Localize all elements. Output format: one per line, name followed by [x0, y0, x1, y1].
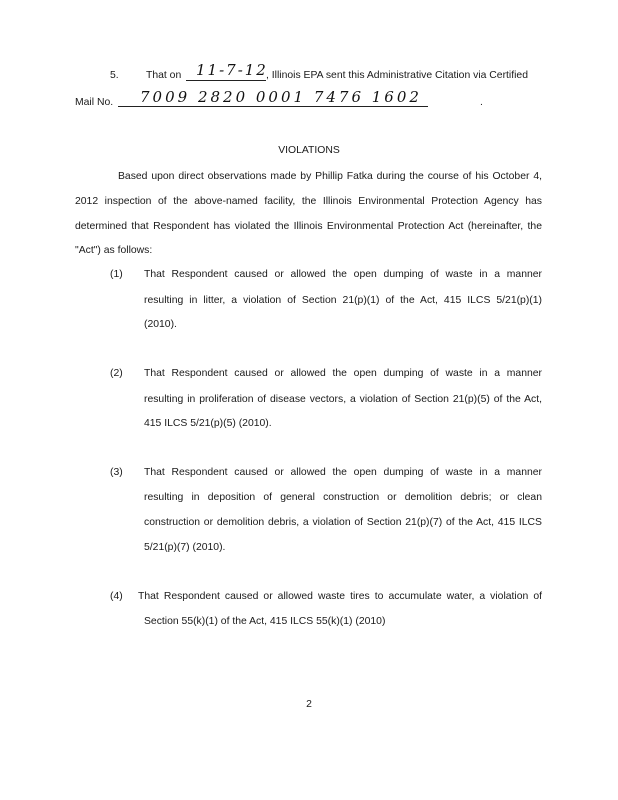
violation-2-line-2: resulting in proliferation of disease vectors, a violation of Section 21(p)(5) of the Act, [144, 394, 542, 405]
intro-line-4: "Act") as follows: [75, 245, 153, 256]
violation-3-line-1: That Respondent caused or allowed the open dumping of waste in a manner [144, 467, 542, 478]
mail-no-period: . [480, 97, 483, 108]
para5-handwritten-date: 11-7-12 [196, 61, 268, 79]
intro-line-1: Based upon direct observations made by Phillip Fatka during the course of his October 4, [118, 171, 542, 182]
violation-2-number: (2) [110, 368, 123, 379]
violation-2-line-1: That Respondent caused or allowed the open dumping of waste in a manner [144, 368, 542, 379]
violation-3-line-2: resulting in deposition of general construction or demolition debris; or clean [144, 492, 542, 503]
date-underline [186, 80, 266, 81]
violation-4-number: (4) [110, 591, 123, 602]
mail-no-handwritten: 7009 2820 0001 7476 1602 [140, 88, 422, 106]
para5-text-after-date: , Illinois EPA sent this Administrative Citation via Certified [266, 70, 528, 81]
violation-1-number: (1) [110, 269, 123, 280]
violation-1-line-1: That Respondent caused or allowed the open dumping of waste in a manner [144, 269, 542, 280]
violation-4-line-2: Section 55(k)(1) of the Act, 415 ILCS 55(k)(1) (2010) [144, 616, 386, 627]
intro-line-3: determined that Respondent has violated the Illinois Environmental Protection Act (hereinafter, the [75, 221, 542, 232]
para5-that-on: That on [146, 70, 182, 81]
violation-1-line-3: (2010). [144, 319, 177, 330]
violation-3-line-4: 5/21(p)(7) (2010). [144, 542, 226, 553]
violation-3-line-3: construction or demolition debris, a violation of Section 21(p)(7) of the Act, 415 ILCS [144, 517, 542, 528]
para5-number: 5. [110, 70, 119, 81]
violation-3-number: (3) [110, 467, 123, 478]
violation-2-line-3: 415 ILCS 5/21(p)(5) (2010). [144, 418, 272, 429]
intro-line-2: 2012 inspection of the above-named facility, the Illinois Environmental Protection Agency has [75, 196, 542, 207]
violation-1-line-2: resulting in litter, a violation of Section 21(p)(1) of the Act, 415 ILCS 5/21(p)(1) [144, 295, 542, 306]
page-number: 2 [306, 699, 312, 710]
violation-4-line-1: That Respondent caused or allowed waste tires to accumulate water, a violation of [138, 591, 542, 602]
mail-no-label: Mail No. [75, 97, 114, 108]
mail-no-underline [118, 106, 428, 107]
violations-heading: VIOLATIONS [278, 145, 340, 156]
